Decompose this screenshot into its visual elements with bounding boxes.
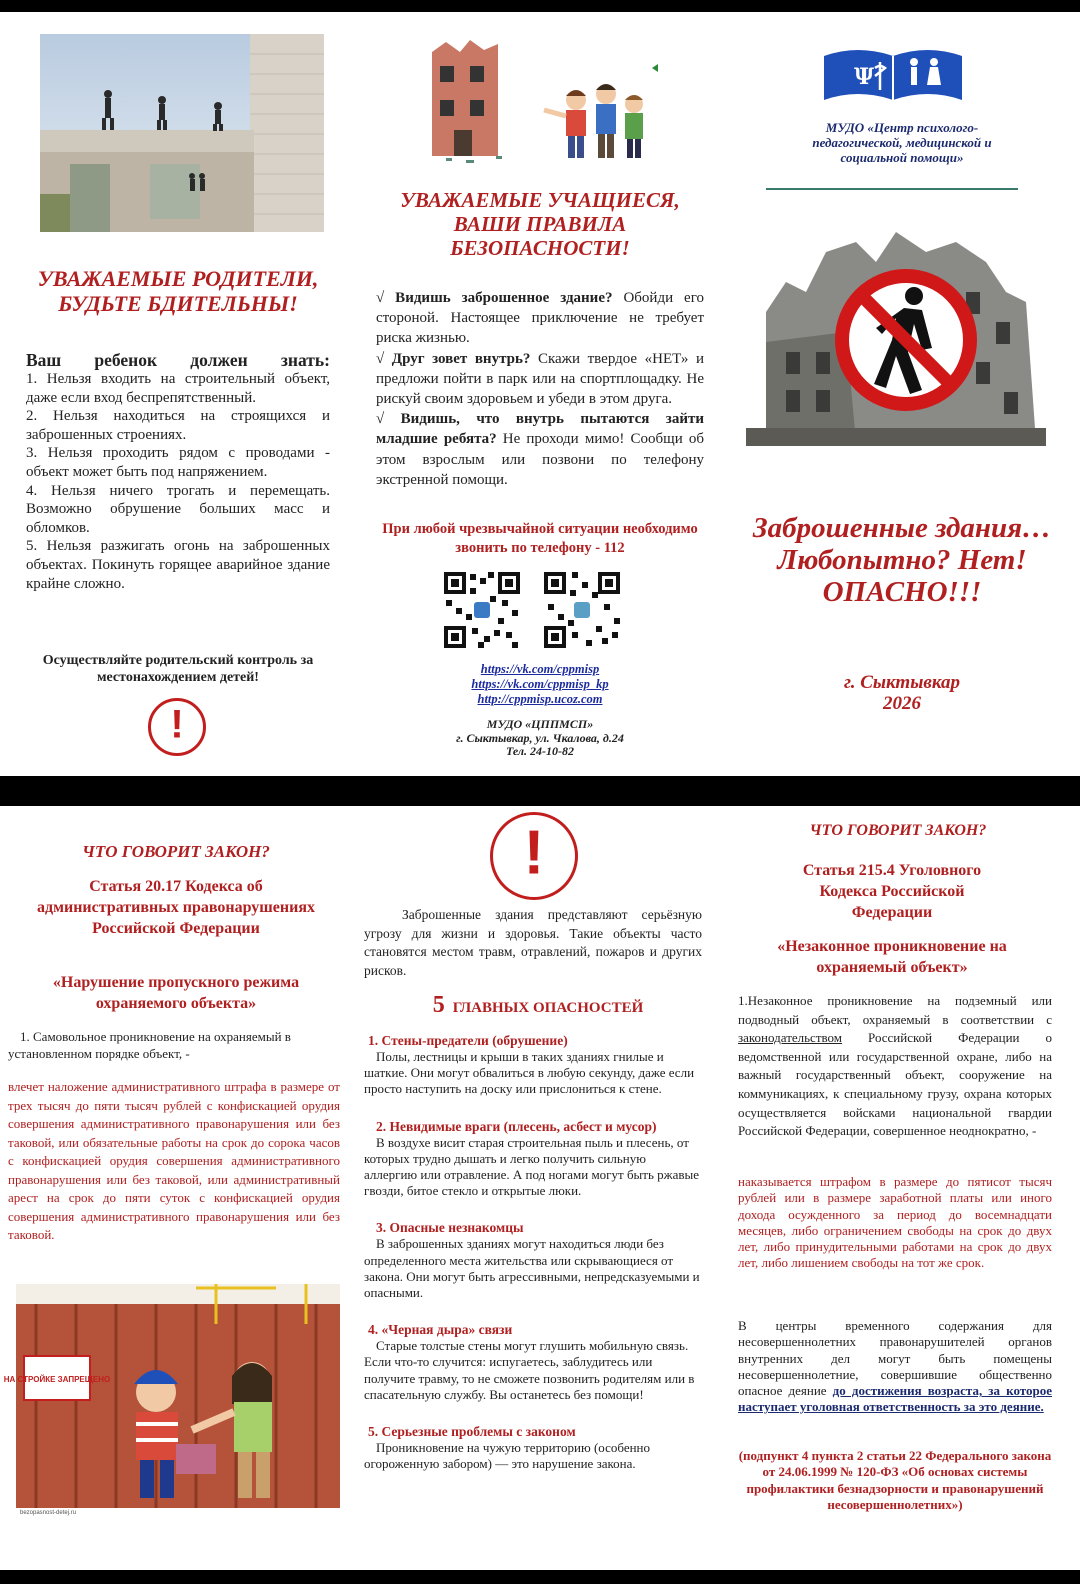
org-short: МУДО «ЦППМСП» [486, 717, 594, 731]
city: г. Сыктывкар [843, 672, 961, 693]
contacts-block [376, 718, 704, 759]
tip-answer: Обойди его стороной. Настоящее приключение не требует риска жизнью. [376, 290, 704, 347]
tip-answer: Не проходи мимо! Сообщи об этом взрослым или позвони по телефону экстренной помощи. [376, 431, 704, 488]
criminal-p3-b: до достижения возраста, за которое наступает уголовная ответственность за это деяние. [738, 1383, 1053, 1415]
parents-heading: УВАЖАЕМЫЕ РОДИТЕЛИ, БУДЬТЕ БДИТЕЛЬНЫ! [37, 266, 319, 316]
parents-column [0, 12, 356, 776]
org-name: МУДО «Центр психолого-педагогической, медицинской и социальной помощи» [812, 120, 992, 165]
danger-item [364, 1032, 702, 1098]
rules-list [26, 370, 330, 593]
phone: Тел. 24-10-82 [505, 744, 575, 758]
admin-p1: 1. Самовольное проникновение на охраняемый в установленном порядке объект, - [8, 1029, 291, 1061]
danger-text: В воздухе висит старая строительная пыль и плесень, от которых трудно дышать и легко получить сильную аллергию или отравление. А под ногами могут быть ржавые гвозди, битое стекло и открытые люки. [364, 1134, 700, 1199]
dangers-intro: Заброшенные здания представляют серьёзную угрозу для жизни и здоровья. Такие объекты часто становятся местом травм, отравлений, пожаров и других рисков. [364, 907, 702, 978]
tip-question: √ Видишь, что внутрь пытаются зайти младшие ребята? [376, 411, 704, 448]
admin-law-column [0, 806, 352, 1570]
safety-tip [376, 409, 704, 490]
svg-text:Ψ: Ψ [854, 64, 875, 90]
year: 2026 [883, 693, 921, 714]
rule-item: 4. Нельзя ничего трогать и перемещать. Возможно обрушение больших масс и обломков. [26, 482, 330, 536]
kids-near-ruined-house-illustration [426, 38, 666, 168]
criminal-article-title: Статья 215.4 Уголовного Кодекса Российской Федерации [802, 862, 982, 921]
criminal-p1 [738, 992, 1052, 1141]
rule-item: 2. Нельзя находиться на строящихся и заброшенных строениях. [26, 408, 330, 443]
danger-text: Старые толстые стены могут глушить мобильную связь. Если что-то случится: испугаетесь, заблудитесь или получите травму, то не сможете позвонить родителям или в спасательную службу. Вы останетесь без помощи! [364, 1338, 695, 1402]
qr-left-graphic [442, 570, 522, 650]
danger-title: 3. Опасные незнакомцы [376, 1220, 524, 1236]
exclamation-icon: ! [148, 698, 206, 756]
danger-item [364, 1423, 702, 1472]
legislation-link[interactable]: законодательством [738, 1030, 843, 1046]
criminal-p2: наказывается штрафом в размере до пятисот тысяч рублей или в размере заработной платы или иного дохода осужденного за период до восемнадцати месяцев, либо ограничением свободы на срок до двух лет, либо принудительными работами на срок до двух лет, либо лишением свободы на тот же срок. [738, 1174, 1052, 1271]
link-vk-cppmisp-kp[interactable]: https://vk.com/cppmisp_kp [471, 677, 609, 691]
dangers-header [356, 992, 720, 1019]
rule-item: 1. Нельзя входить на строительный объект, даже если вход беспрепятственный. [26, 371, 330, 406]
cover-title: Заброшенные здания… Любопытно? Нет! ОПАСНО!!! [752, 512, 1052, 608]
danger-text: Проникновение на чужую территорию (особенно огороженную забором) — это нарушение закона. [364, 1440, 651, 1472]
brochure-outer-side [0, 12, 1080, 776]
danger-text: В заброшенных зданиях могут находиться люди без определенного места жительства или скрывающиеся от закона. Они могут быть агрессивными, непредсказуемыми и опасными. [364, 1236, 700, 1301]
dangers-column [356, 806, 720, 1570]
admin-p2: влечет наложение административного штрафа в размере от трех тысяч до пяти тысяч рублей с конфискацией орудия совершения административного правонарушения или без таковой, или обязательные работы на срок до сорока часов с конфискацией орудия совершения административного правонарушения или без таковой, или административный арест на срок до пяти суток с конфискацией орудия совершения административного правонарушения или без таковой. [8, 1079, 340, 1242]
admin-article-title: Статья 20.17 Кодекса об административных правонарушениях Российской Федерации [37, 878, 315, 937]
tip-question: √ Друг зовет внутрь? [376, 350, 531, 367]
teens-on-building-photo [40, 34, 324, 232]
fence-sign-text: НА СТРОЙКЕ ЗАПРЕЩЕНО [3, 1375, 111, 1384]
danger-title: 5. Серьезные проблемы с законом [368, 1424, 576, 1440]
admin-article-quote: «Нарушение пропускного режима охраняемого объекта» [52, 974, 300, 1012]
qr-code-right [542, 570, 622, 650]
law-heading-left: ЧТО ГОВОРИТ ЗАКОН? [82, 842, 270, 861]
law-reference: (подпункт 4 пункта 2 статьи 22 Федерального закона от 24.06.1999 № 120-ФЗ «Об основах системы профилактики безнадзорности и правонарушений несовершеннолетних») [738, 1448, 1052, 1512]
image-credit: bezopasnost-detej.ru [20, 1510, 77, 1516]
law-heading-right: ЧТО ГОВОРИТ ЗАКОН? [809, 822, 987, 839]
students-column [360, 12, 720, 776]
qr-right-graphic [542, 570, 622, 650]
criminal-p3 [738, 1318, 1052, 1416]
criminal-article-quote: «Незаконное проникновение на охраняемый объект» [777, 938, 1007, 976]
parental-control-note: Осуществляйте родительский контроль за местонахождением детей! [42, 653, 314, 685]
org-logo-icon [818, 40, 968, 106]
brochure-inner-side [0, 806, 1080, 1570]
divider-line [766, 188, 1018, 190]
danger-text: Полы, лестницы и крыши в таких зданиях гнилые и шаткие. Они могут обвалиться в любую секунду, даже если просто наступить на доску или прислониться к стене. [364, 1049, 695, 1097]
danger-title: 4. «Черная дыра» связи [368, 1322, 513, 1338]
criminal-law-column [724, 806, 1080, 1570]
link-vk-cppmisp[interactable]: https://vk.com/cppmisp [480, 662, 600, 676]
kids-at-construction-fence-illustration [3, 1284, 340, 1508]
link-ucoz-site[interactable]: http://cppmisp.ucoz.com [477, 692, 603, 706]
criminal-p3-a: В центры временного содержания для несовершеннолетних правонарушителей органов внутренних дел могут быть помещены несовершеннолетние, совершившие общественно опасное деяние [738, 1318, 1052, 1399]
links-block [376, 662, 704, 707]
rule-item: 3. Нельзя проходить рядом с проводами - объект может быть под напряжением. [26, 445, 330, 480]
students-heading: УВАЖАЕМЫЕ УЧАЩИЕСЯ, ВАШИ ПРАВИЛА БЕЗОПАСНОСТИ! [400, 188, 680, 260]
city-year [724, 672, 1080, 714]
danger-item [364, 1219, 702, 1301]
qr-code-left [442, 570, 522, 650]
danger-item [364, 1321, 702, 1403]
safety-tip [376, 349, 704, 410]
criminal-p1-b: Российской Федерации о ведомственной или государственной охране, либо на важный государственный объект, сооружение на коммуникациях, к специальному грузу, охрана которых осуществляется войсками национальной гвардии Российской Федерации, совершенное неоднократно, - [738, 1030, 1052, 1139]
safety-tip [376, 288, 704, 349]
tip-question: √ Видишь заброшенное здание? [376, 290, 613, 306]
dangers-title: ГЛАВНЫХ ОПАСНОСТЕЙ [452, 1000, 644, 1016]
know-title: Ваш ребенок должен знать: [26, 350, 330, 370]
cover-column [724, 12, 1080, 776]
tip-answer: Скажи твердое «НЕТ» и предложи пойти в парк или на спортплощадку. Не рискуй своим здоровьем и убеди в этом друга. [376, 350, 704, 408]
criminal-p1-a: 1.Незаконное проникновение на подземный или подводный объект, охраняемый в соответствии с [738, 993, 1052, 1027]
danger-title: 2. Невидимые враги (плесень, асбест и мусор) [376, 1118, 657, 1134]
ruined-building-no-entry-illustration [746, 222, 1046, 446]
emergency-note: При любой чрезвычайной ситуации необходимо звонить по телефону - 112 [382, 521, 698, 556]
safety-tips [376, 288, 704, 490]
exclamation-big-icon: ! [490, 812, 578, 900]
dangers-list [364, 1032, 702, 1492]
rule-item: 5. Нельзя разжигать огонь на заброшенных объектах. Покинуть горящее аварийное здание крайне сложно. [26, 538, 330, 592]
danger-title: 1. Стены-предатели (обрушение) [368, 1033, 568, 1048]
address: г. Сыктывкар, ул. Чкалова, д.24 [456, 730, 624, 745]
dangers-number: 5 [432, 992, 445, 1018]
danger-item [364, 1118, 702, 1200]
